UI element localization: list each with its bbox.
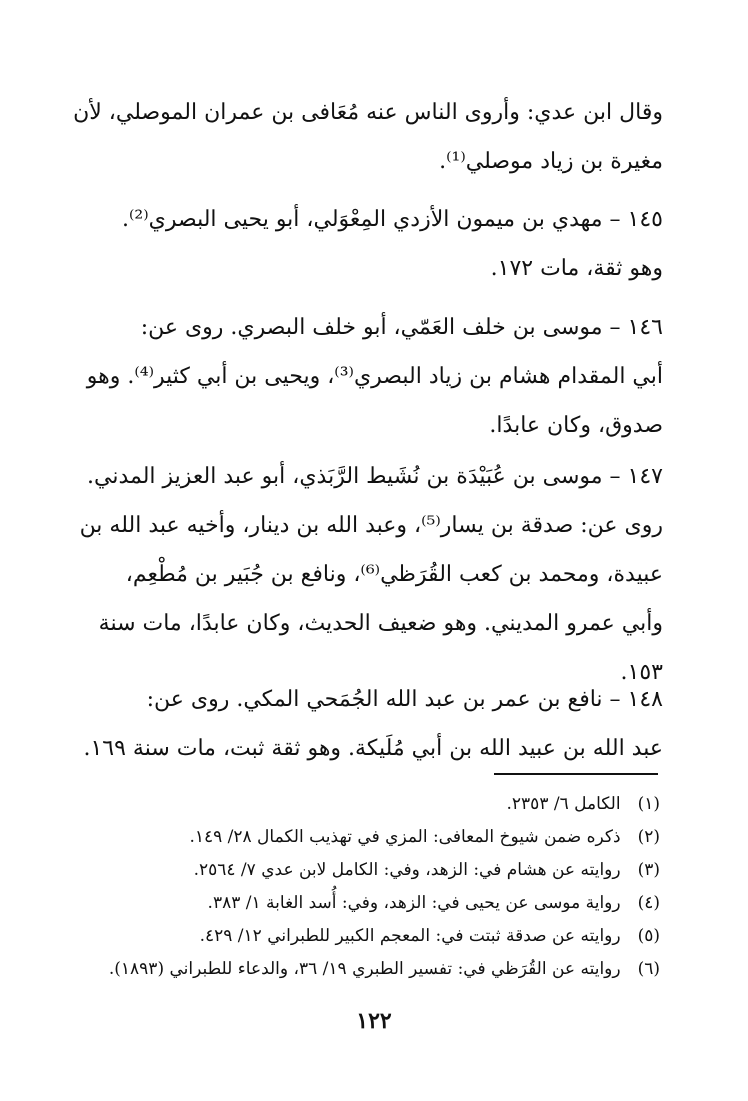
text-line: صدوق، وكان عابدًا.	[489, 413, 663, 438]
footnote-text: الكامل ٦/ ٢٣٥٣.	[506, 794, 621, 814]
text-line: ١٤٥ – مهدي بن ميمون الأزدي المِعْوَلي، أبو يحيى البصري⁽²⁾.	[122, 207, 663, 232]
footnote-item	[80, 920, 660, 953]
text-line: ١٤٦ – موسى بن خلف العَمّي، أبو خلف البصري. روى عن:	[140, 315, 663, 340]
text-line: مغيرة بن زياد موصلي⁽¹⁾.	[439, 149, 663, 174]
text-line: عبيدة، ومحمد بن كعب القُرَظي⁽⁶⁾، ونافع بن جُبَير بن مُطْعِم،	[125, 562, 663, 587]
footnote-item	[80, 953, 660, 986]
entry-145	[83, 195, 663, 293]
entry-147	[79, 452, 663, 697]
text-line: وهو ثقة، مات ١٧٢.	[490, 256, 663, 281]
text-line: ١٥٣.	[620, 660, 663, 685]
text-line: وأبي عمرو المديني. وهو ضعيف الحديث، وكان عابدًا، مات سنة	[98, 611, 663, 636]
footnote-text: روايته عن القُرَظي في: تفسير الطبري ١٩/ ٣٦، والدعاء للطبراني (١٨٩٣).	[108, 959, 621, 979]
footnotes-list	[80, 788, 660, 986]
footnote-number: (٦)	[637, 959, 660, 979]
footnote-text: روايته عن هشام في: الزهد، وفي: الكامل لابن عدي ٧/ ٢٥٦٤.	[193, 860, 621, 880]
footnote-text: رواية موسى عن يحيى في: الزهد، وفي: أُسد الغابة ١/ ٣٨٣.	[207, 893, 621, 913]
footnote-item	[80, 854, 660, 887]
footnote-number: (٢)	[637, 827, 660, 847]
footnote-number: (٣)	[637, 860, 660, 880]
footnote-item	[80, 887, 660, 920]
text-line: وقال ابن عدي: وأروى الناس عنه مُعَافى بن عمران الموصلي، لأن	[73, 100, 663, 125]
footnote-divider	[494, 773, 658, 775]
footnote-item	[80, 788, 660, 821]
entry-146	[83, 303, 663, 450]
text-line: ١٤٨ – نافع بن عمر بن عبد الله الجُمَحي المكي. روى عن:	[146, 687, 663, 712]
text-line: عبد الله بن عبيد الله بن أبي مُلَيكة. وهو ثقة ثبت، مات سنة ١٦٩.	[83, 736, 663, 761]
footnote-item	[80, 821, 660, 854]
page-number: ١٢٢	[356, 1008, 392, 1034]
entry-148	[83, 675, 663, 773]
footnote-number: (٥)	[637, 926, 660, 946]
footnote-text: ذكره ضمن شيوخ المعافى: المزي في تهذيب الكمال ٢٨/ ١٤٩.	[189, 827, 621, 847]
footnote-number: (١)	[637, 794, 660, 814]
footnote-number: (٤)	[637, 893, 660, 913]
text-line: روى عن: صدقة بن يسار⁽⁵⁾، وعبد الله بن دينار، وأخيه عبد الله بن	[79, 513, 663, 538]
text-line: ١٤٧ – موسى بن عُبَيْدَة بن نُشَيط الرَّبَذي، أبو عبد العزيز المدني.	[86, 464, 663, 489]
paragraph-intro	[73, 88, 663, 186]
footnote-text: روايته عن صدقة ثبتت في: المعجم الكبير للطبراني ١٢/ ٤٢٩.	[199, 926, 621, 946]
text-line: أبي المقدام هشام بن زياد البصري⁽³⁾، ويحيى بن أبي كثير⁽⁴⁾. وهو	[86, 364, 663, 389]
